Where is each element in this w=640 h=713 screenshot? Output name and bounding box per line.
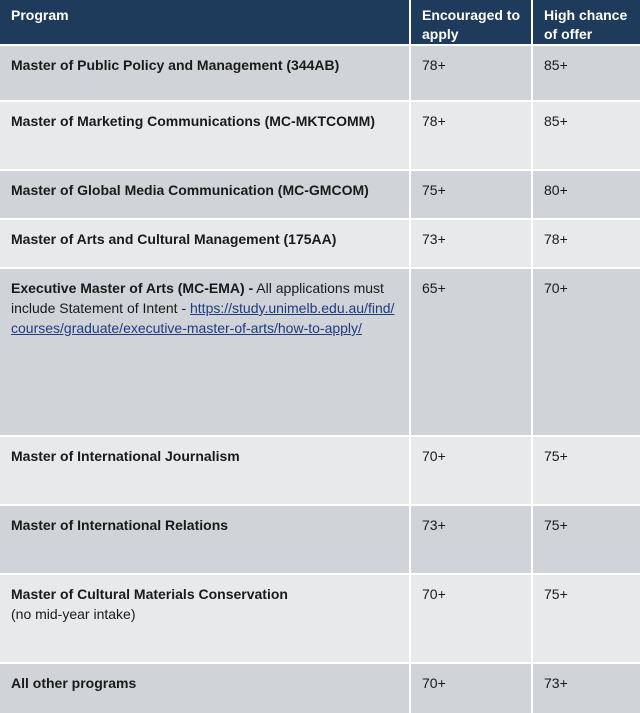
high-chance-score: 75+ <box>532 436 640 505</box>
program-name: Master of International Journalism <box>0 436 410 505</box>
program-subnote: (no mid-year intake) <box>11 606 136 622</box>
header-encouraged: Encouraged to apply <box>410 0 532 45</box>
high-chance-score: 75+ <box>532 574 640 663</box>
encouraged-score: 78+ <box>410 45 532 101</box>
high-chance-score: 75+ <box>532 505 640 574</box>
high-chance-score: 85+ <box>532 45 640 101</box>
encouraged-score: 70+ <box>410 663 532 713</box>
table-row <box>0 170 640 219</box>
table-row <box>0 436 640 505</box>
program-name: Master of Marketing Communications (MC-MKTCOMM) <box>0 101 410 170</box>
high-chance-score: 85+ <box>532 101 640 170</box>
encouraged-score: 65+ <box>410 268 532 436</box>
program-name: Master of Global Media Communication (MC-GMCOM) <box>0 170 410 219</box>
table-row <box>0 505 640 574</box>
encouraged-score: 70+ <box>410 436 532 505</box>
high-chance-score: 80+ <box>532 170 640 219</box>
program-note: All applications must include Statement of Intent - <box>11 280 384 316</box>
program-name: All other programs <box>0 663 410 713</box>
program-name: Master of Cultural Materials Conservation <box>11 586 288 602</box>
high-chance-score: 70+ <box>532 268 640 436</box>
encouraged-score: 73+ <box>410 505 532 574</box>
table-row <box>0 219 640 268</box>
table-row <box>0 45 640 101</box>
table-header-row <box>0 0 640 45</box>
header-high-chance: High chance of offer <box>532 0 640 45</box>
table-row <box>0 663 640 713</box>
header-program: Program <box>0 0 410 45</box>
program-cell-conservation <box>0 574 410 663</box>
encouraged-score: 75+ <box>410 170 532 219</box>
how-to-apply-link[interactable]: https://study.unimelb.edu.au/find/courses/graduate/executive-master-of-arts/how-to-apply/ <box>11 300 395 336</box>
encouraged-score: 73+ <box>410 219 532 268</box>
program-name: Master of Arts and Cultural Management (175AA) <box>0 219 410 268</box>
program-name: Master of Public Policy and Management (344AB) <box>0 45 410 101</box>
high-chance-score: 78+ <box>532 219 640 268</box>
table-row <box>0 574 640 663</box>
program-name: Master of International Relations <box>0 505 410 574</box>
encouraged-score: 70+ <box>410 574 532 663</box>
encouraged-score: 78+ <box>410 101 532 170</box>
table-row <box>0 101 640 170</box>
high-chance-score: 73+ <box>532 663 640 713</box>
program-name: Executive Master of Arts (MC-EMA) - <box>11 280 254 296</box>
program-cell-ema <box>0 268 410 436</box>
table-row <box>0 268 640 436</box>
